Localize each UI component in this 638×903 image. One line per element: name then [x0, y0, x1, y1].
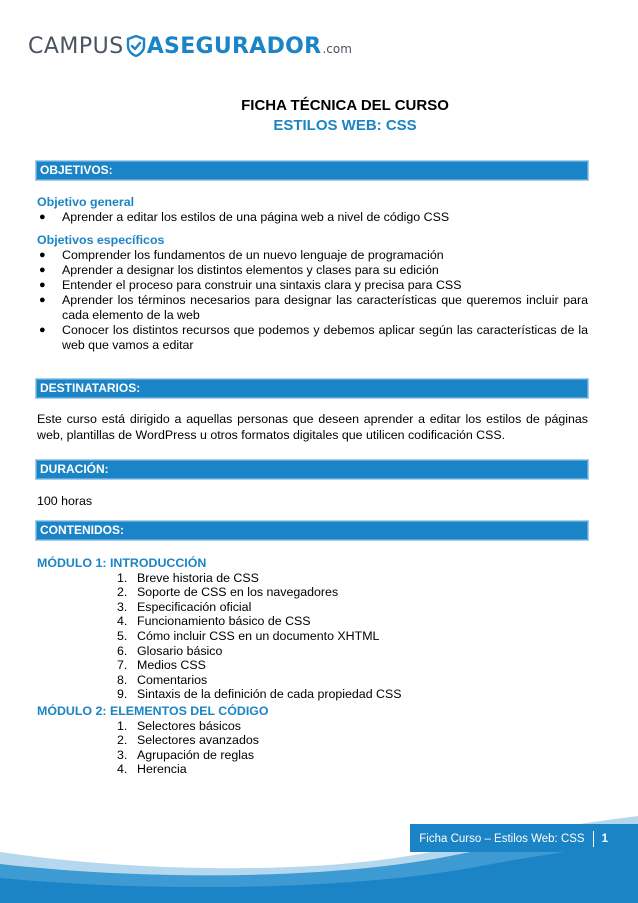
list-item: 2. Selectores avanzados — [117, 733, 259, 748]
list-item: 7. Medios CSS — [117, 658, 206, 673]
list-item: 4. Funcionamiento básico de CSS — [117, 614, 311, 629]
objetivos-content — [37, 195, 588, 353]
list-item: ● Aprender los términos necesarios para designar las características que queremos incluir para cada elemento de la web — [39, 293, 588, 322]
list-item: ● Aprender a editar los estilos de una página web a nivel de código CSS — [39, 210, 450, 224]
objetivos-especificos-title: Objetivos específicos — [37, 233, 165, 247]
title-line-1: FICHA TÉCNICA DEL CURSO — [241, 97, 449, 114]
list-item: 5. Cómo incluir CSS en un documento XHTML — [117, 628, 380, 643]
footer-label — [419, 831, 608, 847]
list-item: 2. Soporte de CSS en los navegadores — [117, 585, 339, 600]
modulo-2-list — [37, 719, 588, 777]
list-item: 9. Sintaxis de la definición de cada propiedad CSS — [117, 687, 402, 702]
shield-check-icon — [126, 35, 146, 57]
bullet-icon: ● — [39, 294, 46, 306]
duracion-text: 100 horas — [37, 494, 93, 508]
footer-wave-decoration — [0, 812, 638, 903]
logo-text-com: .com — [322, 42, 352, 56]
list-item: ● Conocer los distintos recursos que podemos y debemos aplicar según las características de la web que vamos a editar — [39, 323, 588, 352]
modulo-2-title: MÓDULO 2: ELEMENTOS DEL CÓDIGO — [37, 703, 269, 718]
campus-asegurador-logo — [28, 30, 352, 62]
section-header-objetivos: OBJETIVOS: — [36, 161, 588, 180]
objetivo-general-title: Objetivo general — [37, 195, 135, 209]
list-item: 3. Especificación oficial — [117, 599, 252, 614]
bullet-icon: ● — [39, 211, 46, 223]
section-header-contenidos: CONTENIDOS: — [36, 521, 588, 540]
list-item: 1. Breve historia de CSS — [117, 570, 259, 585]
modulo-1-list — [37, 571, 588, 702]
list-item: 3. Agrupación de reglas — [117, 747, 255, 762]
modulo-1-title: MÓDULO 1: INTRODUCCIÓN — [37, 556, 207, 570]
list-item: ● Entender el proceso para construir una sintaxis clara y precisa para CSS — [39, 278, 462, 292]
list-item: ● Comprender los fundamentos de un nuevo lenguaje de programación — [39, 248, 444, 262]
list-item: 4. Herencia — [117, 762, 187, 777]
footer-divider — [593, 831, 594, 847]
list-item: ● Aprender a designar los distintos elementos y clases para su edición — [39, 263, 439, 277]
destinatarios-text: Este curso está dirigido a aquellas personas que deseen aprender a editar los estilos de páginas web, plantillas de WordPress u otros formatos digitales que utilicen codificación CSS. — [37, 412, 588, 442]
bullet-icon: ● — [39, 279, 46, 291]
document-title — [0, 96, 638, 136]
section-header-duracion: DURACIÓN: — [36, 460, 588, 479]
footer-course-name: Ficha Curso – Estilos Web: CSS — [419, 833, 585, 845]
page-number: 1 — [601, 833, 608, 845]
list-item: 8. Comentarios — [117, 672, 208, 687]
list-item: 1. Selectores básicos — [117, 718, 241, 733]
footer — [0, 812, 638, 903]
contenidos-content — [37, 556, 588, 777]
section-header-destinatarios: DESTINATARIOS: — [36, 379, 588, 398]
logo-text-campus: CAMPUS — [28, 33, 124, 59]
bullet-icon: ● — [39, 249, 46, 261]
bullet-icon: ● — [39, 324, 46, 336]
list-item: 6. Glosario básico — [117, 643, 223, 658]
bullet-icon: ● — [39, 264, 46, 276]
logo-text-asegurador: ASEGURADOR — [146, 33, 322, 59]
title-line-2: ESTILOS WEB: CSS — [273, 117, 417, 134]
